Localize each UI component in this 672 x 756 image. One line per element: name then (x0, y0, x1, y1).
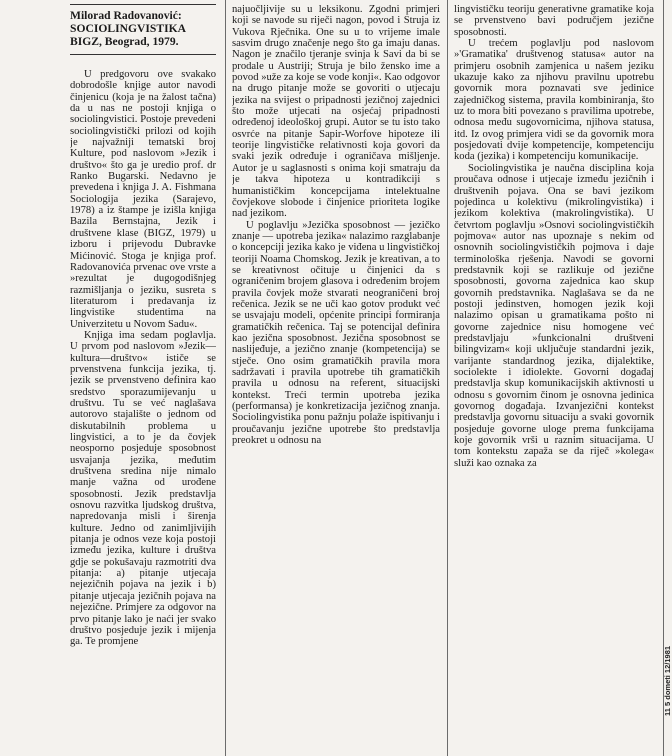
column-3 (454, 4, 654, 750)
paragraph: najuočljivije su u leksikonu. Zgodni primjeri koji se navode su riječi nagon, povod i Struja iz Vukova Rječnika. One su u to vrijeme imale sasvim drugo značenje nego što ga imaju danas. Nagon je značilo tjeranje svinja k Savi da bi se prodale u Austriji; Struja je bilo žensko ime a povod »uže za koje se vode konji«. Kao odgovor na drugo pitanje može se govoriti o utjecaju jezika na svijest o pripadnosti jezičnoj zajednici što može utjecati na osjećaj pripadnosti određenoj ideološkoj grupi. Autor se tu isto tako osvrće na pitanje Sapir-Worfove hipoteze ili teorije lingvističke relativnosti koja govori da svaki jezik određuje i ograničava mišljenje. Autor je u saglasnosti s onima koji smatraju da je takva hipoteza u kontradikciji s humanističkim koncepcijama intelektualne čovjekove slobode i činjenice prioriteta logike nad jezikom. (232, 4, 440, 220)
paragraph: U trećem poglavlju pod naslovom »'Gramatika' društvenog statusa« autor na primjeru osobnih zamjenica u našem jeziku ukazuje kako za njihovu pravilnu upotrebu govornik mora poznavati sve jedinice zajedničkog sistema, pravila kombiniranja, što uz to mora biti povezano s pravilima upotrebe, odnosa među sugovornicima, njihova statusa, itd. Iz ovog primjera vidi se da govornik mora posjedovati dvije kompetencije, kompetenciju koda (jezika) i kompetenciju komunikacije. (454, 38, 654, 163)
column-2 (232, 4, 440, 750)
paragraph: Sociolingvistika je naučna disciplina koja proučava odnose i utjecaje između jezičnih i društvenih pojava. Ona se bavi jezikom pojedinca u kolektivu (mikrolingvistika) i jezikom kolektiva (makrolingvistika). U četvrtom poglavlju »Osnovi sociolingvističkih pojmova« autor nas upoznaje s nekim od osnovnih sociolingvističkih pojmova i daje terminološka rješenja. Navodi se govorni predstavnik koji se razlikuje od jezične sposobnosti, govorna zajednica kao skup govornih predstavnika. Naglašava se da ne postoji jedinstven, homogen jezik koji nalazimo opisan u gramatikama pošto ni govorne zajednice nisu homogene već predstavljaju »funkcionalni društveni bilingvizam« koji uključuje standardni jezik, varijante standardnog jezika, dijalektike, sociolekte i idiolekte. Govorni događaj predstavlja skup komunikacijskih aktivnosti u odnosu s govornim činom je osnovna jedinica govornog događaja. Izvanjezični kontekst predstavlja govornu situaciju a svaki govornik posjeduje govorne uloge prema funkcijama koje govornik vrši u raznim situacijama. U tom kontekstu zapaža se da riječ »kolega« služi kao oznaka za (454, 162, 654, 469)
column-1 (70, 4, 216, 750)
column-divider (225, 0, 226, 756)
column-divider (447, 0, 448, 756)
review-header (70, 9, 216, 55)
page-footer-label: 11 5 dometi 12/1981 (663, 645, 672, 716)
book-title: SOCIOLINGVISTIKA (70, 22, 186, 35)
paragraph: lingvističku teoriju generativne gramatike koja se prvenstveno bavi područjem jezične sposobnosti. (454, 4, 654, 38)
header-rule (70, 4, 216, 5)
paragraph: U predgovoru ove svakako dobrodošle knjige autor navodi činjenicu (koja je na žalost tačna) da u nas ne postoji knjiga o sociolingvistici. Postoje prevedeni sociolingvistički prilozi od kojih je najvažniji tematski broj Kulture, pod naslovom »Jezik i društvo« što ga je uredio prof. dr Ranko Bugarski. Nedavno je prevedena i knjiga J. A. Fishmana Sociologija jezika (Sarajevo, 1978) a iz štampe je izišla knjiga Bazila Bernstajna, Jezik i društvene klase (BIGZ, 1979) u izboru i prijevodu Dubravke Mićinović. Stoga je knjiga prof. Radovanovića prvenac ove vrste a »rezultat je dugogodišnjeg razmišljanja o jeziku, susreta s literaturom i predavanja iz lingvistike studentima na Univerzitetu u Novom Sadu«. (70, 69, 216, 330)
paragraph: Knjiga ima sedam poglavlja. U prvom pod naslovom »Jezik—kultura—društvo« ističe se prvenstvena funkcija jezika, tj. jezik se prvenstveno definira kao sredstvo sporazumijevanju u društvu. Tu se već naglašava autorovo stajalište o jednom od diskutabilnih problema u lingvistici, a to je da čovjek neosporno posjeduje sposobnost usvajanja jezika, međutim društvena sredina nije nimalo manje važna od urođene sposobnosti. Jezik predstavlja osnovu razvitka ljudskog društva, napredovanja misli i širenja kulture. Jedno od zanimljivijih pitanja je odnos veze koja postoji između jezika, kulture i društva gdje se pokušavaju razmotriti dva pitanja: a) pitanje utjecaja nejezičnih pojava na jezik i b) pitanje utjecaja jezičnih pojava na nejezične. Primjere za odgovor na prvo pitanje lako je naći jer svako društvo posjeduje jezik i mijenja ga. Te promjene (70, 329, 216, 648)
author-name: Milorad Radovanović: (70, 9, 182, 22)
paragraph: U poglavlju »Jezička sposobnost — jezičko znanje — upotreba jezika« nalazimo razglabanje o koncepciji jezika kako je viđena u lingvističkoj teoriji Noama Chomskog. Jezik je kreativan, a to se kreativnost očituje u činjenici da s ograničenim brojem glasova i određenim brojem pravila čovjek može stvarati neograničeni broj rečenica. Jezik se ne uči kao gotov produkt već se usvajaju modeli, općenite principi formiranja gramatičkih rečenica. Taj se potencijal definira kao jezična sposobnost. Jezična sposobnost se naslijeđuje, a jezično znanje (kompetencija) se stječe. Ono osim gramatičkih pravila mora sadržavati i pravila upotrebe tih gramatičkih pravila u odnosu na referent, situacijski kontekst. Treći termin upotreba jezika (performansa) je konkretizacija jezičnog znanja. Sociolingvistika ponu pažnju polaže ispitivanju i proučavanju jezične upotrebe što predstavlja preokret u odnosu na (232, 219, 440, 447)
publisher-info: BIGZ, Beograd, 1979. (70, 35, 179, 48)
